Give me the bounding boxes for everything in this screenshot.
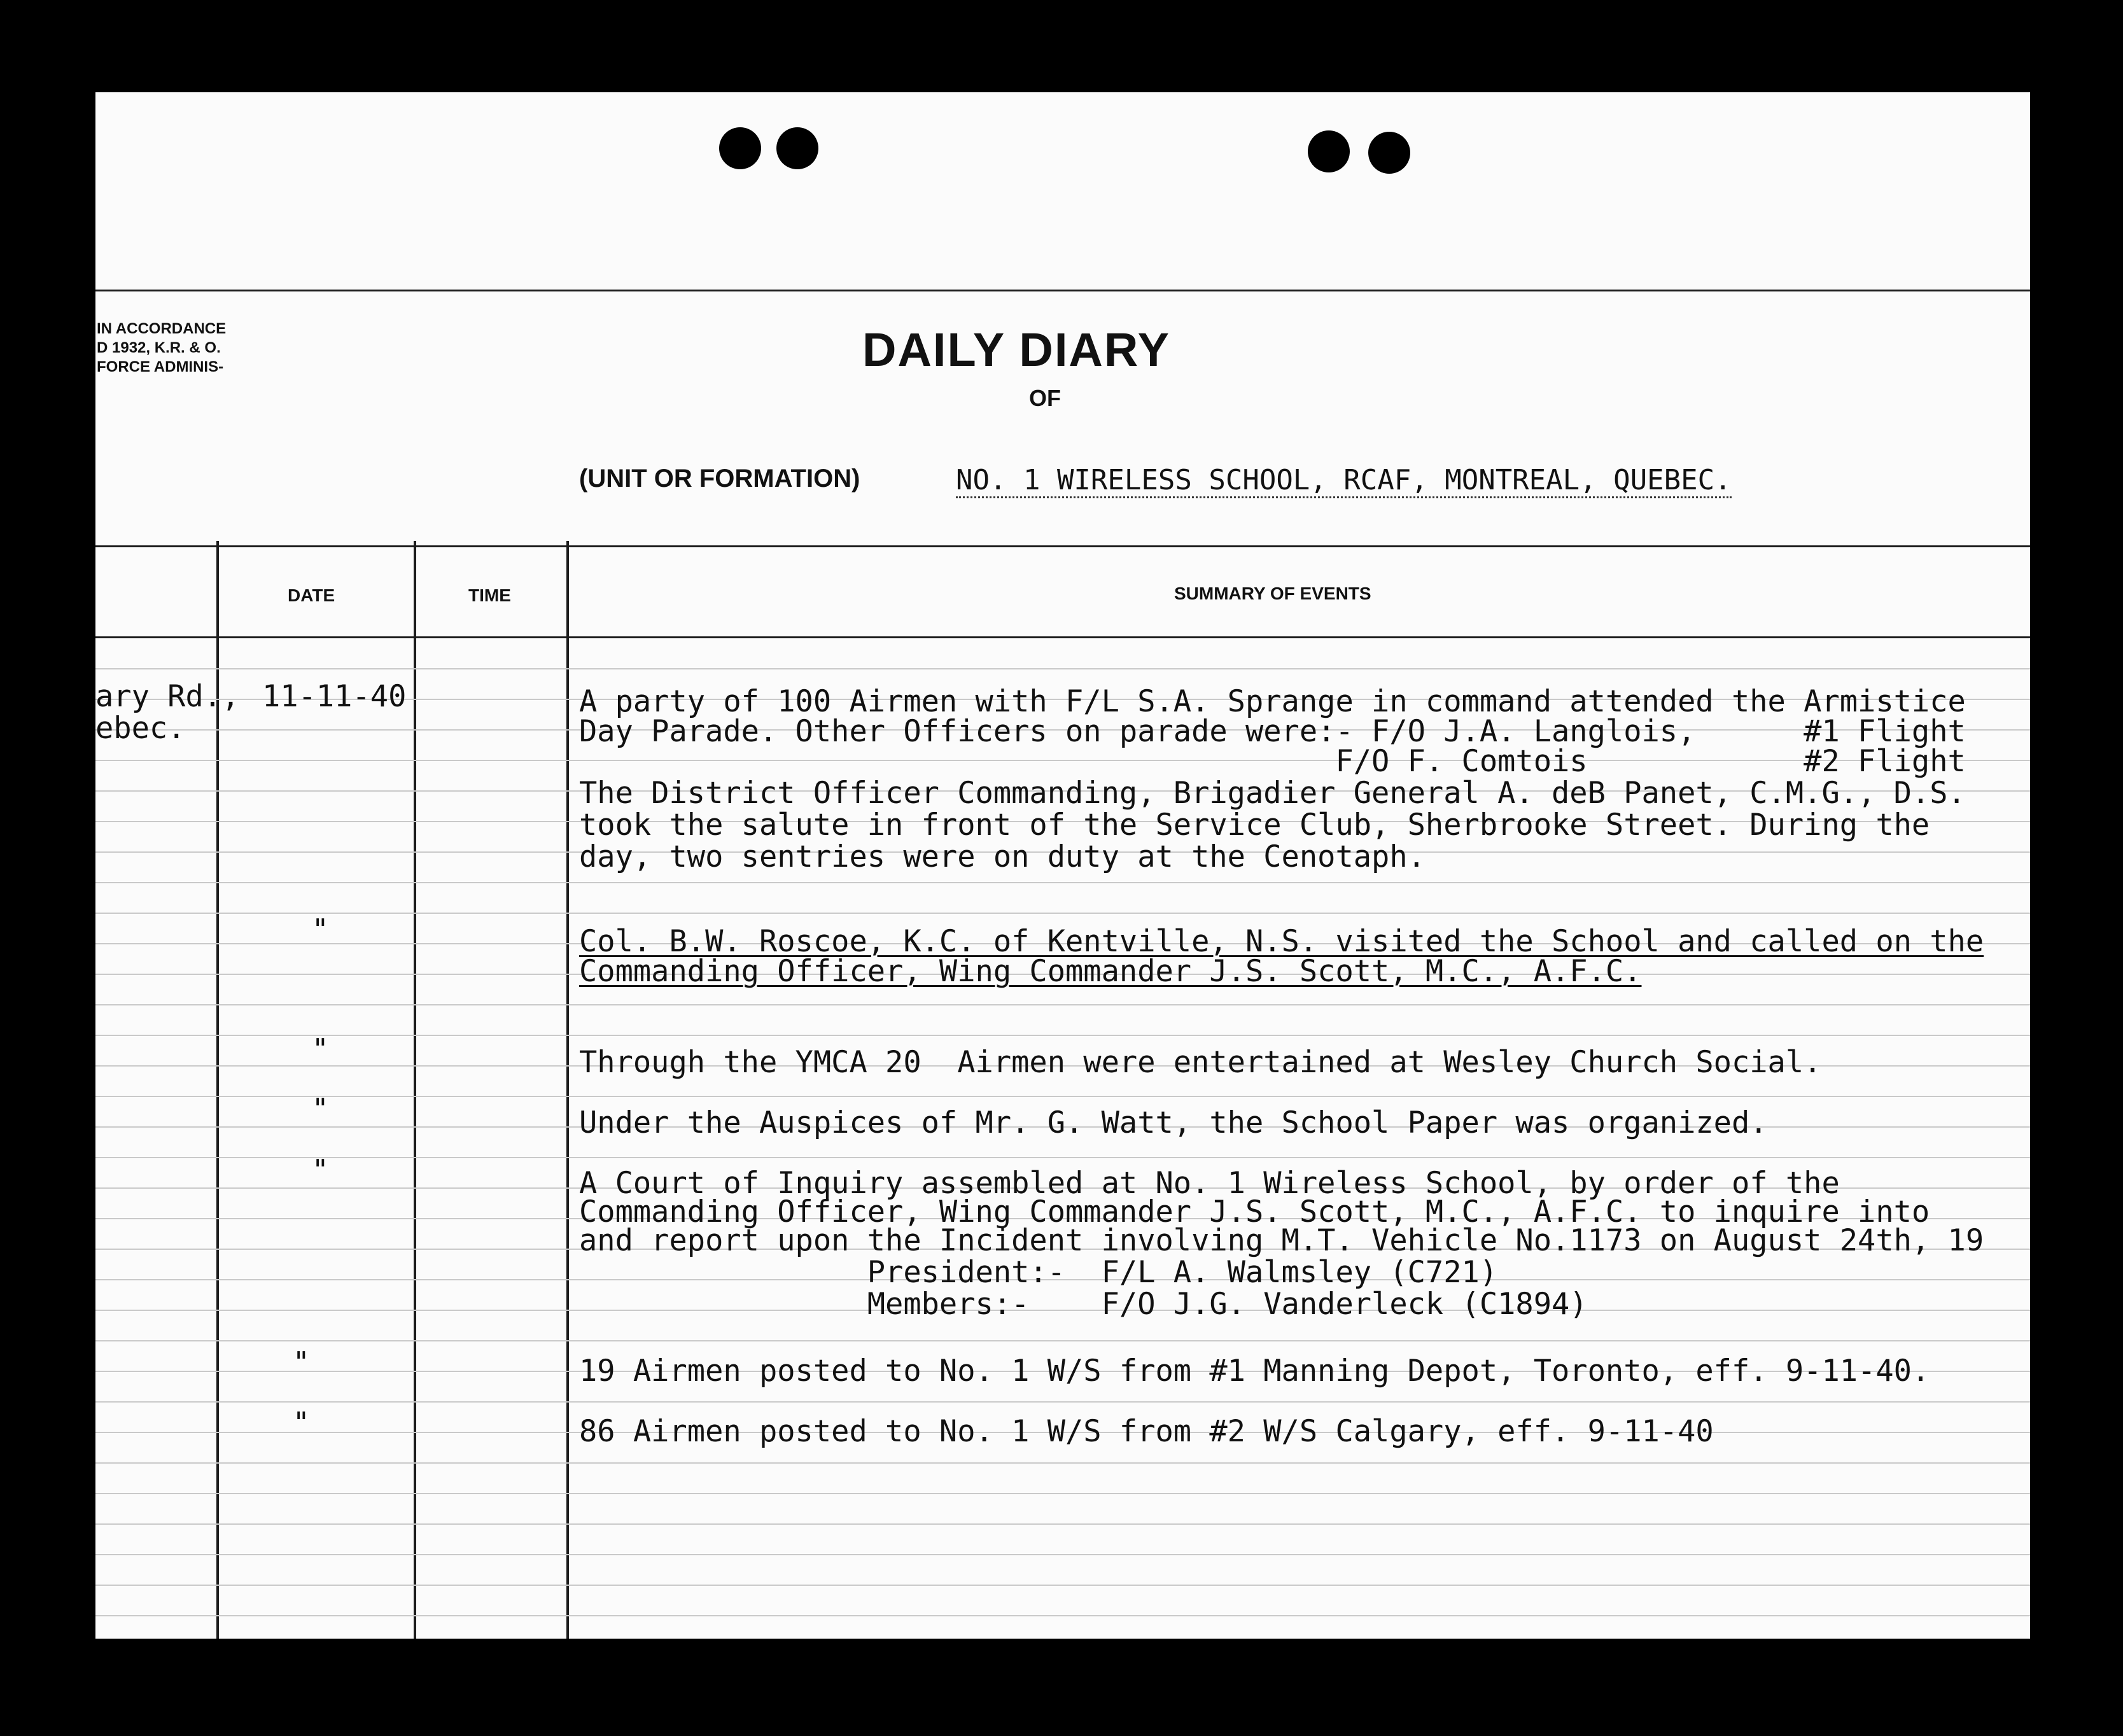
entry-line: Under the Auspices of Mr. G. Watt, the School Paper was organized.: [579, 1105, 1768, 1140]
entry-line: Commanding Officer, Wing Commander J.S. Scott, M.C., A.F.C. to inquire into: [579, 1194, 1930, 1229]
punch-hole: [719, 127, 761, 169]
side-note-line: FORCE ADMINIS-: [97, 358, 224, 375]
place-line: ebec.: [95, 711, 186, 746]
header-bottom-rule: [95, 636, 2030, 638]
entry-line: Col. B.W. Roscoe, K.C. of Kentville, N.S. visited the School and called on the: [579, 924, 1984, 959]
column-header-summary: SUMMARY OF EVENTS: [1174, 584, 1371, 603]
punch-hole: [1308, 130, 1350, 172]
ruled-line: [95, 1035, 2030, 1036]
column-header-date: DATE: [288, 585, 335, 605]
ditto-mark: ": [312, 913, 329, 946]
entry-line: F/O F. Comtois #2 Flight: [579, 744, 1966, 779]
ruled-line: [95, 1096, 2030, 1097]
ditto-mark: ": [293, 1406, 310, 1439]
side-note-line: IN ACCORDANCE: [97, 320, 227, 337]
entry-date: 11-11-40: [262, 679, 407, 714]
ruled-line: [95, 1523, 2030, 1525]
ditto-mark: ": [312, 1033, 329, 1065]
top-rule: [95, 290, 2030, 291]
ruled-line: [95, 1401, 2030, 1403]
ruled-line: [95, 1004, 2030, 1005]
column-header-time: TIME: [468, 585, 511, 605]
ruled-line: [95, 1157, 2030, 1158]
punch-hole: [776, 127, 818, 169]
place-line: ary Rd.,: [95, 679, 240, 714]
ruled-line: [95, 1554, 2030, 1555]
entry-line: 86 Airmen posted to No. 1 W/S from #2 W/S Calgary, eff. 9-11-40: [579, 1414, 1714, 1449]
ruled-line: [95, 882, 2030, 883]
ditto-mark: ": [293, 1346, 310, 1378]
unit-label: (UNIT OR FORMATION): [579, 465, 860, 493]
unit-value: NO. 1 WIRELESS SCHOOL, RCAF, MONTREAL, QUEBEC.: [956, 465, 1732, 498]
ruled-line: [95, 1585, 2030, 1586]
punch-hole: [1368, 132, 1410, 174]
ruled-line: [95, 1340, 2030, 1341]
table-top-rule: [95, 545, 2030, 547]
ruled-line: [95, 1462, 2030, 1464]
title-of: OF: [1029, 385, 1061, 411]
page-title: DAILY DIARY: [862, 323, 1170, 376]
entry-line: took the salute in front of the Service Club, Sherbrooke Street. During the: [579, 808, 1930, 843]
ditto-mark: ": [312, 1154, 329, 1186]
entry-line: Members:- F/O J.G. Vanderleck (C1894): [579, 1287, 1588, 1322]
entry-line: Through the YMCA 20 Airmen were entertained at Wesley Church Social.: [579, 1045, 1822, 1080]
entry-line: The District Officer Commanding, Brigadier General A. deB Panet, C.M.G., D.S.: [579, 776, 1966, 811]
entry-line: and report upon the Incident involving M.T. Vehicle No.1173 on August 24th, 19: [579, 1223, 1984, 1258]
ruled-line: [95, 668, 2030, 669]
side-note-line: D 1932, K.R. & O.: [97, 339, 221, 356]
entry-line: A Court of Inquiry assembled at No. 1 Wireless School, by order of the: [579, 1166, 1840, 1201]
entry-line: day, two sentries were on duty at the Cenotaph.: [579, 839, 1426, 874]
ruled-line: [95, 1493, 2030, 1494]
ruled-line: [95, 913, 2030, 914]
entry-line: A party of 100 Airmen with F/L S.A. Sprange in command attended the Armistice: [579, 684, 1966, 719]
diary-page: [95, 92, 2030, 1639]
ditto-mark: ": [312, 1093, 329, 1125]
entry-line: Day Parade. Other Officers on parade were:- F/O J.A. Langlois, #1 Flight: [579, 714, 1966, 749]
entry-line: Commanding Officer, Wing Commander J.S. Scott, M.C., A.F.C.: [579, 954, 1642, 989]
entry-line: President:- F/L A. Walmsley (C721): [579, 1255, 1498, 1290]
time-column-divider: [414, 541, 416, 1639]
entry-line: 19 Airmen posted to No. 1 W/S from #1 Manning Depot, Toronto, eff. 9-11-40.: [579, 1354, 1930, 1389]
ruled-line: [95, 1615, 2030, 1616]
summary-column-divider: [566, 541, 569, 1639]
